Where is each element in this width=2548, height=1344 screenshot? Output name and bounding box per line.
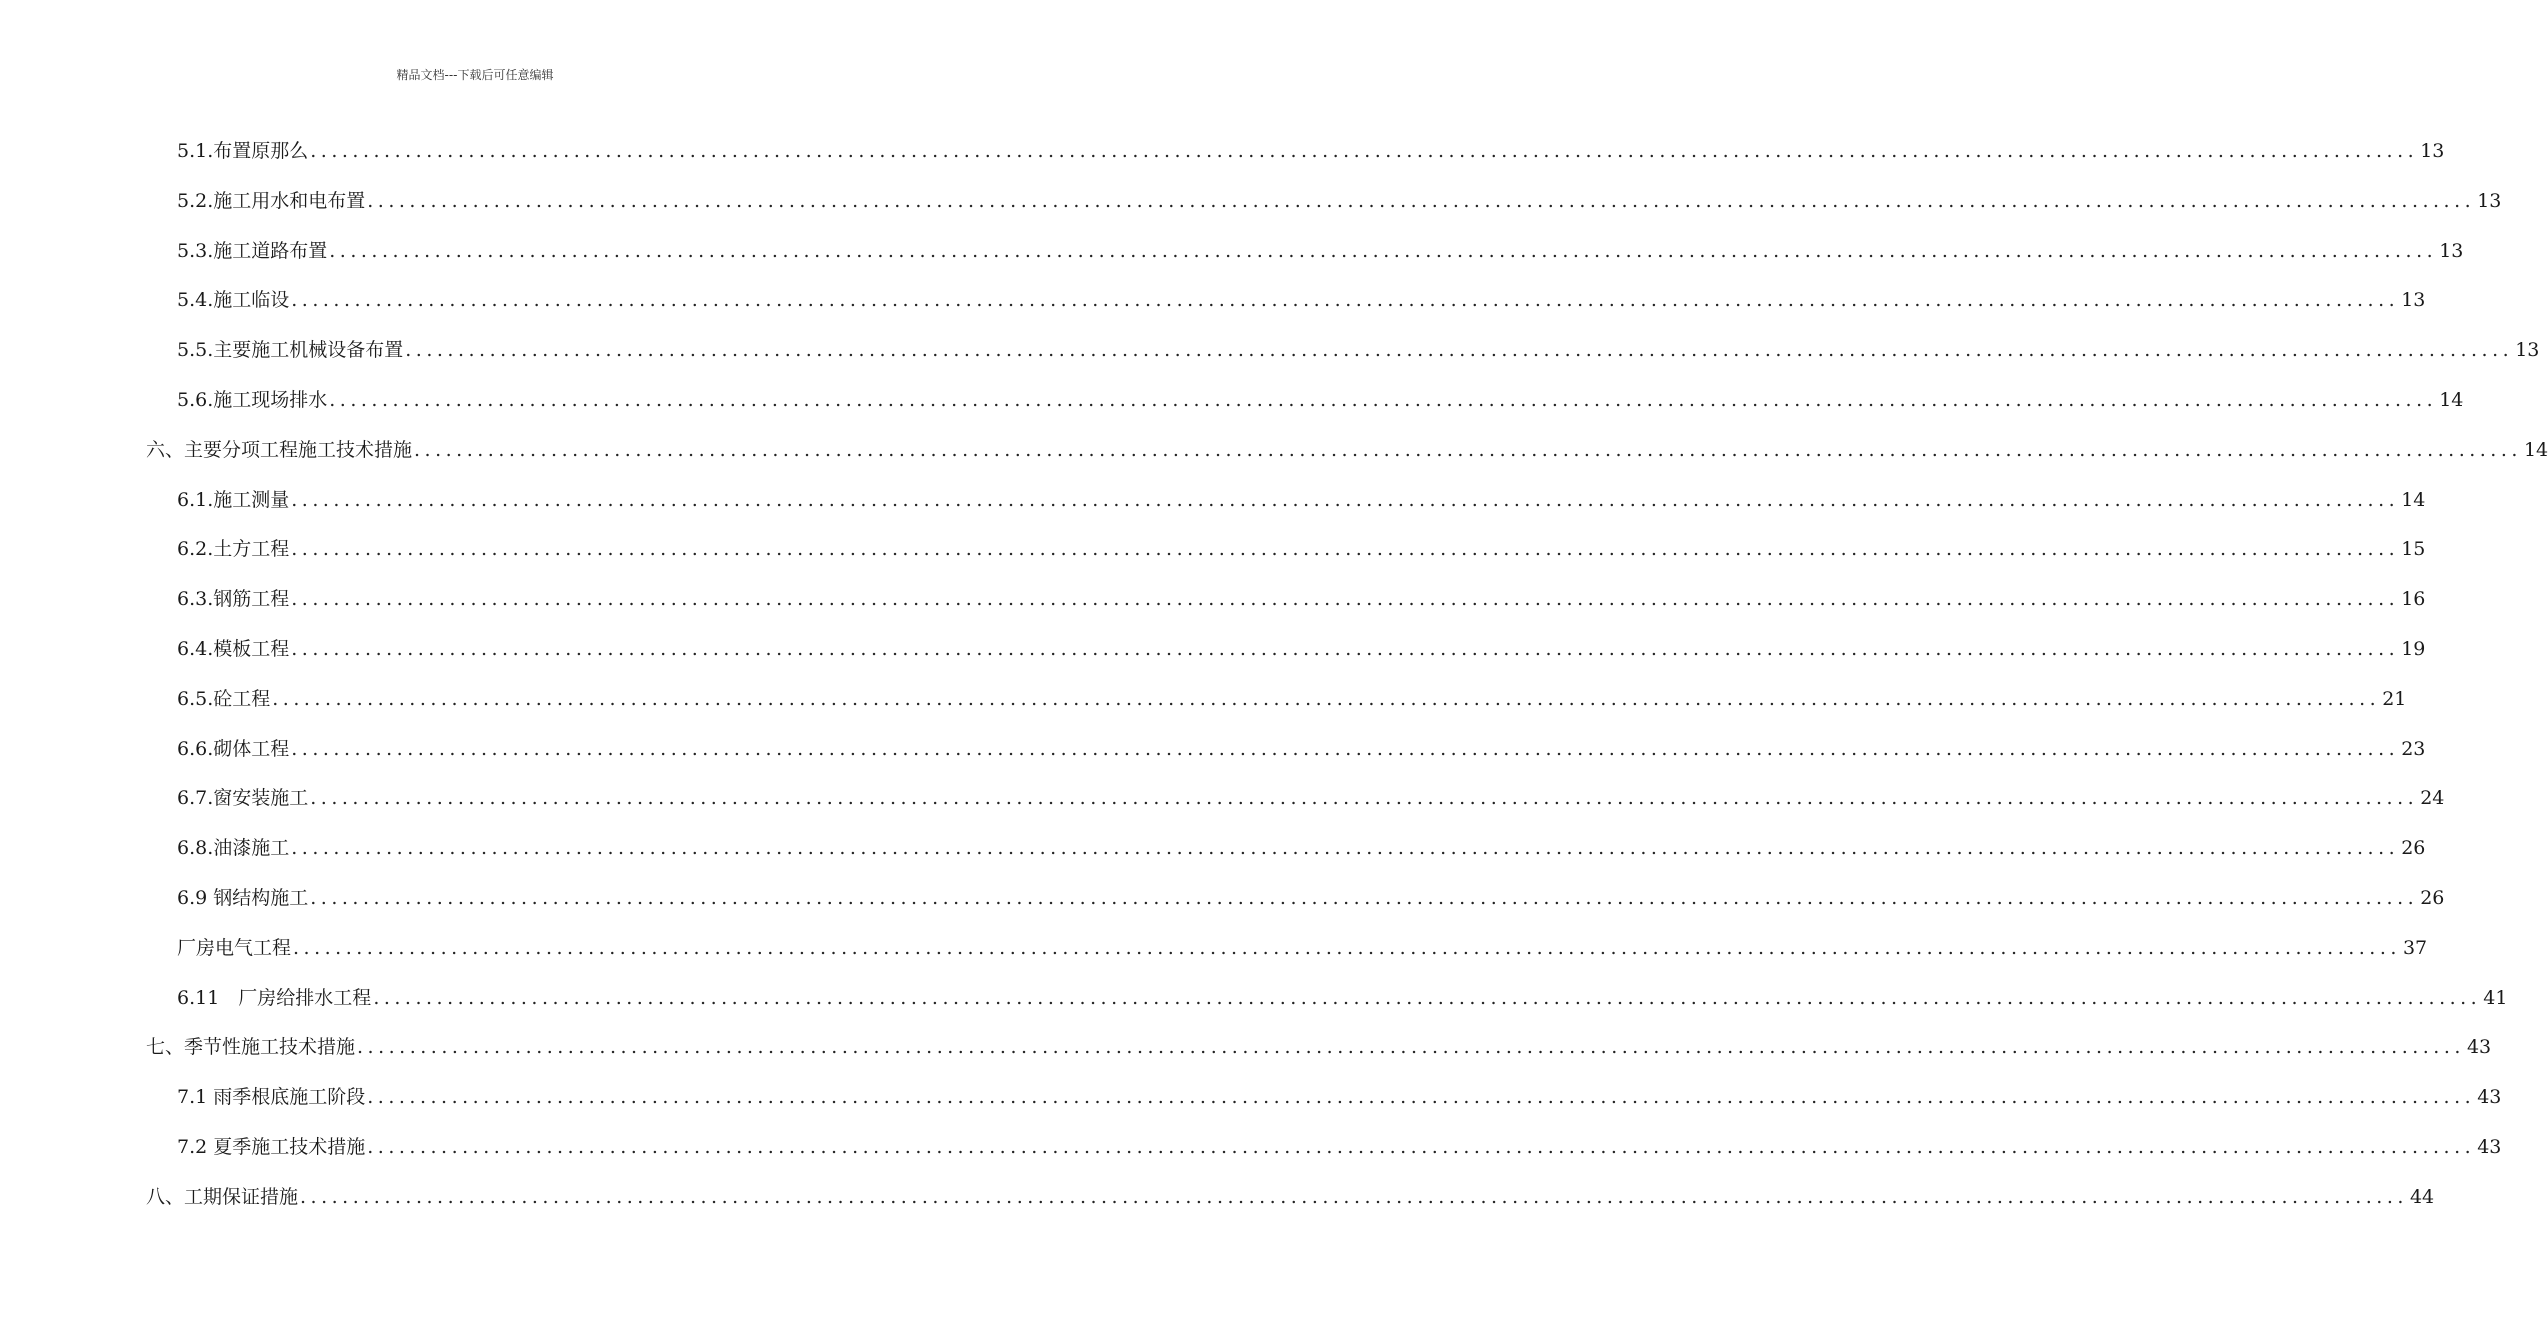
toc-entry-title: 六、主要分项工程施工技术措施 [146,438,413,461]
toc-entry[interactable] [177,531,2426,567]
toc-entry-page-number: 43 [2477,1136,2502,1158]
toc-entry-title: 5.6.施工现场排水 [177,389,328,411]
toc-entry-title: 6.5.砼工程 [177,687,271,710]
toc-entry-page-number: 41 [2483,986,2508,1009]
toc-dot-leader: ........................................................................................................................................................................................................ [329,389,2438,411]
toc-dot-leader: ........................................................................................................................................................................................................ [405,339,2514,362]
toc-entry-page-number: 43 [2466,1036,2492,1059]
toc-entry-title: 厂房电气工程 [177,936,292,959]
toc-entry-title: 5.1.布置原那么 [177,140,309,162]
toc-entry[interactable] [146,1179,2435,1215]
toc-entry-page-number: 13 [2439,239,2464,262]
toc-dot-leader: ........................................................................................................................................................................................................ [367,189,2476,212]
toc-entry[interactable] [177,133,2445,169]
toc-dot-leader: ........................................................................................................................................................................................................ [414,438,2522,461]
toc-entry-page-number: 13 [2401,289,2426,312]
toc-dot-leader: ........................................................................................................................................................................................................ [291,737,2400,760]
toc-dot-leader: ........................................................................................................................................................................................................ [291,638,2400,660]
toc-entry[interactable] [177,681,2407,717]
toc-dot-leader: ........................................................................................................................................................................................................ [329,239,2438,262]
toc-entry-title: 6.3.钢筋工程 [177,588,290,611]
toc-entry[interactable] [177,631,2426,667]
toc-entry[interactable] [146,432,2548,468]
toc-entry-title: 6.11 厂房给排水工程 [177,986,372,1009]
toc-dot-leader: ........................................................................................................................................................................................................ [291,289,2400,312]
toc-entry-page-number: 16 [2401,588,2426,611]
toc-dot-leader: ........................................................................................................................................................................................................ [291,837,2400,860]
toc-entry-title: 七、季节性施工技术措施 [146,1036,356,1059]
toc-dot-leader: ........................................................................................................................................................................................................ [300,1185,2408,1208]
toc-entry-page-number: 14 [2439,389,2464,411]
toc-entry-page-number: 13 [2515,339,2540,362]
toc-entry-title: 6.9 钢结构施工 [177,887,309,909]
toc-entry-page-number: 44 [2409,1185,2435,1208]
page-header: 精品文档---下载后可任意编辑 [396,68,554,82]
toc-entry[interactable] [177,780,2445,816]
toc-dot-leader: ........................................................................................................................................................................................................ [272,687,2381,710]
toc-dot-leader: ........................................................................................................................................................................................................ [357,1036,2465,1059]
toc-entry-page-number: 43 [2477,1086,2502,1109]
toc-entry[interactable] [177,282,2426,318]
toc-entry-title: 八、工期保证措施 [146,1185,299,1208]
toc-dot-leader: ........................................................................................................................................................................................................ [291,538,2400,561]
toc-entry-page-number: 21 [2382,687,2407,710]
toc-dot-leader: ........................................................................................................................................................................................................ [310,787,2419,810]
toc-entry-page-number: 13 [2420,140,2445,162]
toc-entry-title: 5.4.施工临设 [177,289,290,312]
toc-entry[interactable] [177,183,2502,219]
toc-entry-title: 6.2.土方工程 [177,538,290,561]
toc-entry-page-number: 14 [2523,438,2548,461]
toc-entry-title: 6.8.油漆施工 [177,837,290,860]
toc-entry-title: 6.6.砌体工程 [177,737,290,760]
toc-entry-page-number: 26 [2420,887,2445,909]
toc-entry[interactable] [177,233,2464,269]
toc-entry[interactable] [177,980,2508,1016]
toc-dot-leader: ........................................................................................................................................................................................................ [310,140,2419,162]
toc-dot-leader: ........................................................................................................................................................................................................ [367,1086,2476,1109]
toc-entry-page-number: 23 [2401,737,2426,760]
toc-entry[interactable] [177,482,2426,518]
toc-entry[interactable] [177,830,2426,866]
toc-entry[interactable] [177,332,2540,368]
toc-entry-page-number: 15 [2401,538,2426,561]
toc-entry[interactable] [177,731,2426,767]
toc-entry-page-number: 26 [2401,837,2426,860]
toc-dot-leader: ........................................................................................................................................................................................................ [310,887,2419,909]
toc-dot-leader: ........................................................................................................................................................................................................ [291,488,2400,511]
toc-entry-page-number: 24 [2420,787,2445,810]
toc-entry-title: 5.3.施工道路布置 [177,239,328,262]
toc-entry[interactable] [177,880,2445,916]
toc-entry[interactable] [177,581,2426,617]
toc-entry-page-number: 14 [2401,488,2426,511]
toc-entry[interactable] [177,930,2428,966]
toc-entry-title: 5.2.施工用水和电布置 [177,189,366,212]
toc-entry-page-number: 13 [2477,189,2502,212]
toc-entry[interactable] [146,1029,2492,1065]
toc-entry-page-number: 37 [2402,936,2428,959]
toc-entry-title: 7.2 夏季施工技术措施 [177,1136,366,1158]
toc-entry[interactable] [177,1129,2502,1165]
toc-entry-title: 5.5.主要施工机械设备布置 [177,339,404,362]
toc-dot-leader: ........................................................................................................................................................................................................ [291,588,2400,611]
toc-dot-leader: ........................................................................................................................................................................................................ [367,1136,2476,1158]
toc-entry-title: 7.1 雨季根底施工阶段 [177,1086,366,1109]
toc-entry-page-number: 19 [2401,638,2426,660]
toc-entry-title: 6.7.窗安装施工 [177,787,309,810]
toc-entry[interactable] [177,1079,2502,1115]
toc-entry-title: 6.1.施工测量 [177,488,290,511]
toc-dot-leader: ........................................................................................................................................................................................................ [373,986,2482,1009]
toc-dot-leader: ........................................................................................................................................................................................................ [293,936,2401,959]
toc-entry-title: 6.4.模板工程 [177,638,290,660]
toc-entry[interactable] [177,382,2464,418]
